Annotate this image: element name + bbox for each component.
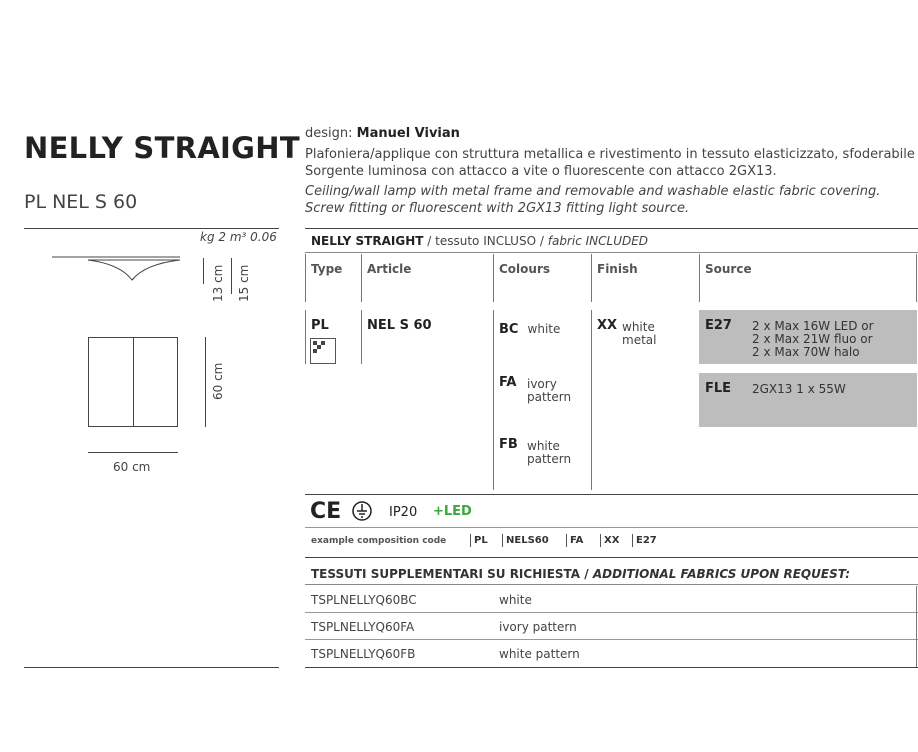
fabric-row-code: TSPLNELLYQ60BC xyxy=(311,593,417,607)
colour-name: white xyxy=(527,322,561,336)
additional-right-edge xyxy=(916,586,917,667)
col-colours: Colours xyxy=(499,262,551,276)
colour-name-2: pattern xyxy=(527,452,572,466)
col-sep xyxy=(591,310,592,490)
additional-title xyxy=(311,567,850,581)
table-header-rule xyxy=(305,252,918,253)
fabric-row-colour: ivory pattern xyxy=(499,620,577,634)
desc-it-line2: Sorgente luminosa con attacco a vite o fluorescente con attacco 2GX13. xyxy=(305,164,777,179)
product-title: NELLY STRAIGHT xyxy=(24,131,300,165)
table-header xyxy=(311,234,648,248)
source-code: E27 xyxy=(705,318,732,333)
source-line: 2 x Max 21W fluo or xyxy=(752,332,873,346)
col-source: Source xyxy=(705,262,752,276)
col-sep xyxy=(305,254,306,302)
colour-code: FB xyxy=(499,437,518,452)
fabric-row-colour: white xyxy=(499,593,532,607)
colour-name-2: pattern xyxy=(527,390,572,404)
source-line: 2GX13 1 x 55W xyxy=(752,382,846,396)
dim-line-60h xyxy=(88,452,178,453)
desc-en-line1: Ceiling/wall lamp with metal frame and removable and washable elastic fabric covering. xyxy=(305,184,881,199)
table-name: NELLY STRAIGHT xyxy=(311,234,424,248)
dim-line-60v xyxy=(205,337,206,427)
source-code: FLE xyxy=(705,381,732,396)
front-view-drawing xyxy=(88,337,178,427)
dim-line-13 xyxy=(203,258,204,284)
desc-it-line1: Plafoniera/applique con struttura metallica e rivestimento in tessuto elasticizzato, sfoderabile xyxy=(305,147,915,162)
fabric-row-colour: white pattern xyxy=(499,647,580,661)
col-sep xyxy=(493,254,494,302)
source-e27 xyxy=(699,310,917,364)
dim-line-15 xyxy=(231,258,232,294)
mount-icon xyxy=(310,338,336,364)
example-label: example composition code xyxy=(311,536,447,546)
ground-symbol-icon xyxy=(352,501,372,521)
source-line: 2 x Max 16W LED or xyxy=(752,319,874,333)
example-part: FA xyxy=(566,534,583,547)
additional-top-rule xyxy=(305,557,918,558)
col-article: Article xyxy=(367,262,412,276)
col-type: Type xyxy=(311,262,343,276)
colour-name: white xyxy=(527,439,560,453)
col-sep xyxy=(361,254,362,302)
additional-title-it: TESSUTI SUPPLEMENTARI SU RICHIESTA xyxy=(311,567,581,581)
example-part: XX xyxy=(600,534,619,547)
example-part: E27 xyxy=(632,534,657,547)
type-value: PL xyxy=(311,318,329,333)
cert-rule xyxy=(305,527,918,528)
finish-code: XX xyxy=(597,318,618,333)
finish-name: white xyxy=(622,320,655,334)
colour-name: ivory xyxy=(527,377,557,391)
fabric-row-rule xyxy=(305,639,918,640)
table-top-rule xyxy=(305,228,918,229)
designer-name: Manuel Vivian xyxy=(356,126,460,141)
dim-height-13: 13 cm xyxy=(211,264,225,302)
table-sep-2: / xyxy=(539,234,544,248)
divider-left-bottom xyxy=(24,667,279,668)
colour-code: FA xyxy=(499,375,517,390)
fabric-row-rule xyxy=(305,612,918,613)
side-view-drawing xyxy=(50,252,200,292)
col-sep xyxy=(699,254,700,302)
weight-label: kg 2 m³ 0.06 xyxy=(200,230,277,244)
table-bottom-rule xyxy=(305,494,918,495)
fabric-included-en: fabric INCLUDED xyxy=(547,234,649,248)
additional-title-sep: / xyxy=(584,567,589,581)
design-line xyxy=(305,126,460,141)
example-part: NELS60 xyxy=(502,534,549,547)
product-code: PL NEL S 60 xyxy=(24,191,138,213)
col-sep xyxy=(591,254,592,302)
example-part: PL xyxy=(470,534,488,547)
col-sep xyxy=(493,310,494,490)
col-sep xyxy=(916,254,917,302)
source-fle xyxy=(699,373,917,427)
additional-bottom-rule xyxy=(305,667,918,668)
dim-width-60: 60 cm xyxy=(113,460,151,474)
article-value: NEL S 60 xyxy=(367,318,432,333)
design-label: design: xyxy=(305,126,353,141)
table-sep-1: / xyxy=(427,234,432,248)
description-italian xyxy=(305,146,915,180)
dim-height-15: 15 cm xyxy=(237,264,251,302)
dim-side-60: 60 cm xyxy=(211,362,225,400)
colour-bc xyxy=(499,318,560,337)
col-finish: Finish xyxy=(597,262,638,276)
source-line: 2 x Max 70W halo xyxy=(752,345,860,359)
additional-title-en: ADDITIONAL FABRICS UPON REQUEST: xyxy=(592,567,851,581)
additional-header-rule xyxy=(305,584,918,585)
ip-rating: IP20 xyxy=(389,505,418,520)
finish-name-2: metal xyxy=(622,333,657,347)
ce-mark: CE xyxy=(310,499,342,524)
fabric-row-code: TSPLNELLYQ60FB xyxy=(311,647,416,661)
description-english xyxy=(305,183,880,217)
fabric-row-code: TSPLNELLYQ60FA xyxy=(311,620,415,634)
col-sep xyxy=(305,310,306,364)
colour-code: BC xyxy=(499,322,519,337)
col-sep xyxy=(361,310,362,364)
divider-left-top xyxy=(24,228,279,229)
led-badge: +LED xyxy=(433,504,472,519)
desc-en-line2: Screw fitting or fluorescent with 2GX13 fitting light source. xyxy=(305,201,690,216)
fabric-included-it: tessuto INCLUSO xyxy=(435,234,537,248)
